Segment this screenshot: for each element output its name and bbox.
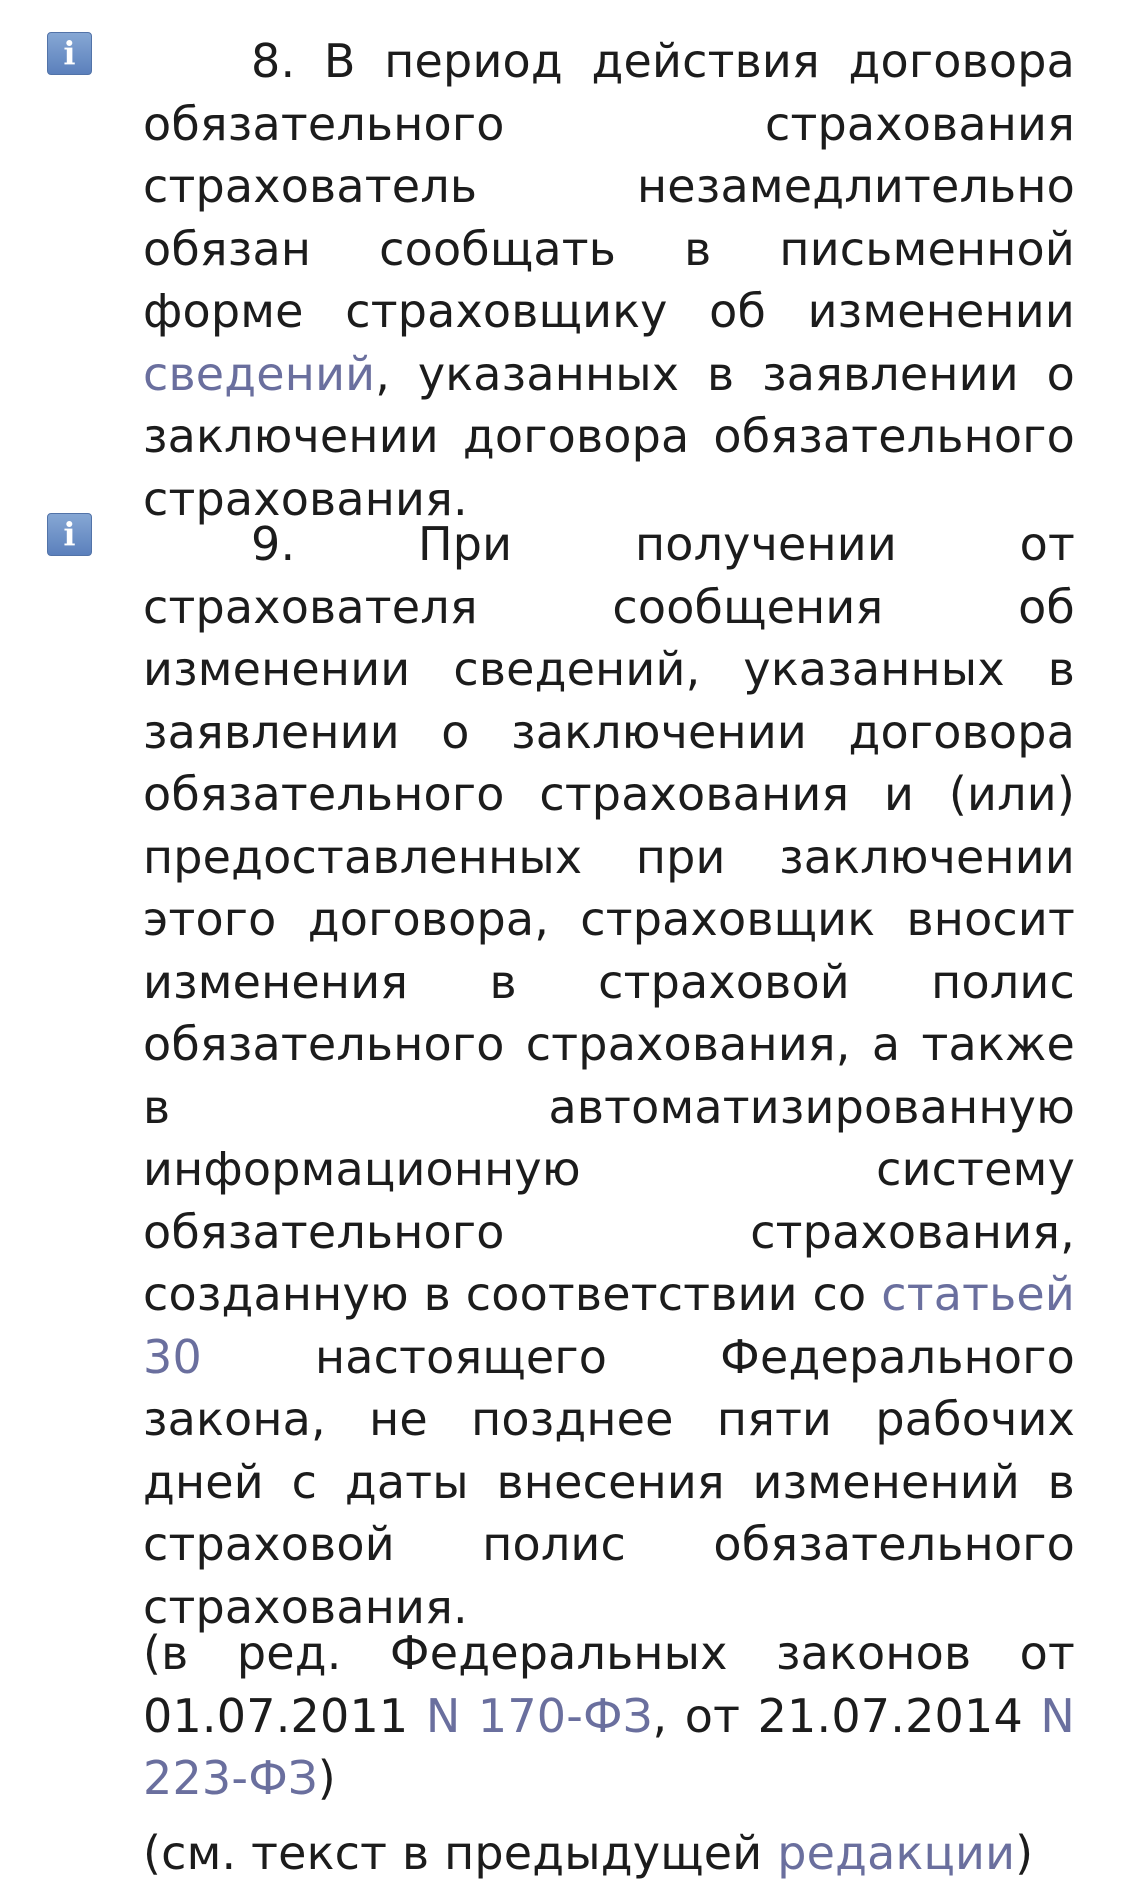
link-previous-edition[interactable]: редакции bbox=[777, 1826, 1016, 1880]
link-svedeniy[interactable]: сведений bbox=[143, 346, 376, 401]
paragraph-8-text: 8. В период действия договора обязательного страхования страхователь незамедлительно обязан сообщать в письменной форме страховщику об изменении bbox=[143, 34, 1075, 338]
info-icon[interactable]: i bbox=[47, 32, 92, 75]
previous-edition-note bbox=[143, 1822, 1075, 1885]
paragraph-9 bbox=[143, 513, 1075, 1638]
link-law-223[interactable]: N 223-ФЗ bbox=[143, 1688, 1075, 1805]
info-icon[interactable]: i bbox=[47, 513, 92, 556]
link-law-170[interactable]: N 170-ФЗ bbox=[425, 1688, 653, 1743]
redaction-note bbox=[143, 1622, 1075, 1810]
paragraph-9-text: 9. При получении от страхователя сообщения об изменении сведений, указанных в заявлении о заключении договора обязательного страхования и (или) предоставленных при заключении этого договора, страховщик вносит изменения в страховой полис обязательного страхования, а также в автоматизированную информационную систему обязательного страхования, созданную в соответствии со bbox=[143, 517, 1075, 1321]
paragraph-9-tail: настоящего Федерального закона, не позднее пяти рабочих дней с даты внесения изменений в страховой полис обязательного страхования. bbox=[143, 1329, 1075, 1634]
redaction-mid: , от 21.07.2014 bbox=[652, 1688, 1041, 1743]
link-article-30[interactable]: статьей 30 bbox=[143, 1267, 1075, 1384]
paragraph-8-tail: , указанных в заявлении о заключении договора обязательного страхования. bbox=[143, 346, 1075, 526]
redaction-prefix: (в ред. Федеральных законов от 01.07.2011 bbox=[143, 1626, 1075, 1743]
see-suffix: ) bbox=[1015, 1826, 1034, 1880]
paragraph-8 bbox=[143, 30, 1075, 530]
redaction-suffix: ) bbox=[317, 1751, 336, 1805]
see-prefix: (см. текст в предыдущей bbox=[143, 1826, 778, 1880]
